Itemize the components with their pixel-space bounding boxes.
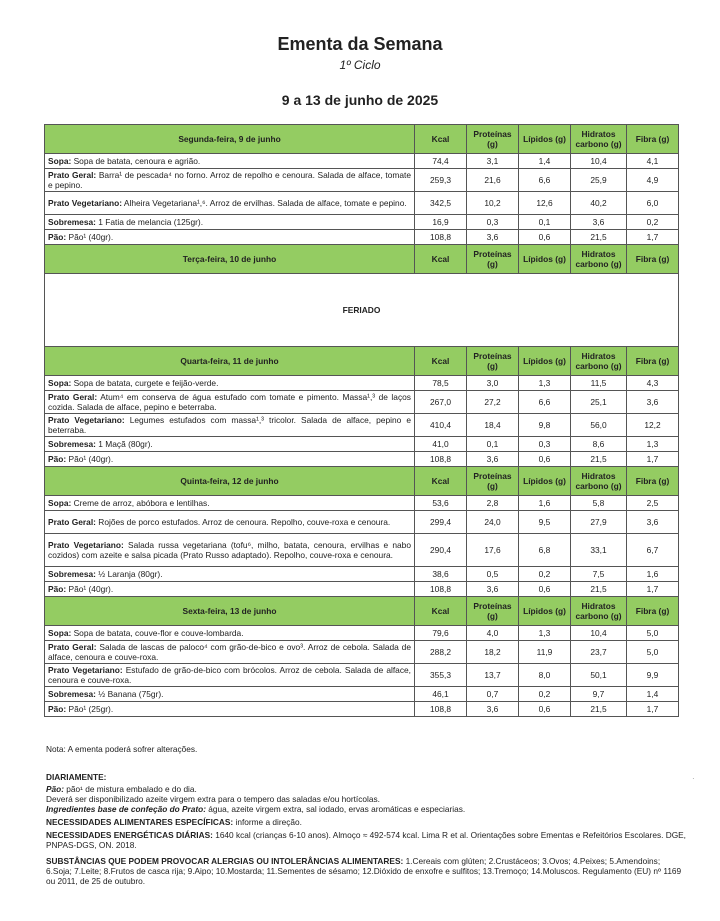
value-fib: 1,7 (627, 582, 679, 597)
value-lip: 0,2 (519, 567, 571, 582)
column-header-kcal: Kcal (415, 245, 467, 274)
dish-text: Salada russa vegetariana (tofu⁶, milho, batata, cenoura, ervilhas e nabo cozidos) com azeite e salsa picada (Prato Russo adaptado). Repolho, couve-roxa e cenoura. (48, 540, 411, 560)
page-subtitle: 1º Ciclo (339, 58, 381, 72)
dish-label: Pão: (48, 454, 67, 464)
dish-label: Prato Geral: (48, 517, 96, 527)
value-prot: 0,1 (467, 437, 519, 452)
value-lip: 1,4 (519, 154, 571, 169)
value-fib: 4,3 (627, 376, 679, 391)
value-hc: 8,6 (571, 437, 627, 452)
column-header-lipidos: Lípidos (g) (519, 467, 571, 496)
necessidades-esp-text: informe a direção. (235, 817, 302, 827)
value-prot: 17,6 (467, 534, 519, 567)
value-lip: 1,6 (519, 496, 571, 511)
value-fib: 3,6 (627, 391, 679, 414)
value-lip: 6,6 (519, 391, 571, 414)
dish-cell (45, 496, 415, 511)
menu-row (45, 702, 679, 717)
value-lip: 0,3 (519, 437, 571, 452)
value-hc: 10,4 (571, 626, 627, 641)
value-fib: 1,7 (627, 230, 679, 245)
ingredientes-text: água, azeite virgem extra, sal iodado, ervas aromáticas e especiarias. (208, 804, 466, 814)
value-kcal: 16,9 (415, 215, 467, 230)
dish-cell (45, 154, 415, 169)
value-kcal: 108,8 (415, 702, 467, 717)
value-hc: 23,7 (571, 641, 627, 664)
value-hc: 25,1 (571, 391, 627, 414)
dish-text: Atum⁴ em conserva de água estufado com tomate e pimento. Massa¹,³ de laços cozida. Salada de alface, pepino e beterraba. (48, 392, 411, 412)
value-lip: 0,2 (519, 687, 571, 702)
menu-row (45, 154, 679, 169)
day-header-row (45, 347, 679, 376)
value-lip: 11,9 (519, 641, 571, 664)
value-fib: 5,0 (627, 626, 679, 641)
dish-cell (45, 169, 415, 192)
value-hc: 33,1 (571, 534, 627, 567)
value-prot: 27,2 (467, 391, 519, 414)
value-fib: 5,0 (627, 641, 679, 664)
value-prot: 18,4 (467, 414, 519, 437)
dish-text: ½ Banana (75gr). (98, 689, 164, 699)
dish-cell (45, 376, 415, 391)
dish-cell (45, 641, 415, 664)
pao-label: Pão: (46, 784, 64, 794)
dish-label: Pão: (48, 704, 67, 714)
alergias-text: 1.Cereais com glúten; 2.Crustáceos; 3.Ovos; 4.Peixes; 5.Amendoins; 6.Soja; 7.Leite; 8.Frutos de casca rija; 9.Aipo; 10.Mostarda; 11.Sementes de sésamo; 12.Dióxido de enxofre e sulfitos; 13.Tremoço; 14.Moluscos. Regulamento (EU) nº 1169 ou 2011, de 25 de outubro. (46, 856, 682, 886)
dish-text: Alheira Vegetariana¹,⁶. Arroz de ervilhas. Salada de alface, tomate e pepino. (123, 198, 407, 208)
value-hc: 5,8 (571, 496, 627, 511)
value-hc: 11,5 (571, 376, 627, 391)
value-lip: 6,8 (519, 534, 571, 567)
value-hc: 21,5 (571, 452, 627, 467)
value-lip: 9,5 (519, 511, 571, 534)
value-hc: 21,5 (571, 230, 627, 245)
value-prot: 3,6 (467, 702, 519, 717)
value-lip: 8,0 (519, 664, 571, 687)
value-kcal: 108,8 (415, 230, 467, 245)
dish-label: Prato Geral: (48, 170, 97, 180)
value-fib: 9,9 (627, 664, 679, 687)
value-prot: 3,1 (467, 154, 519, 169)
value-prot: 3,6 (467, 230, 519, 245)
value-hc: 27,9 (571, 511, 627, 534)
column-header-fibra: Fibra (g) (627, 467, 679, 496)
column-header-fibra: Fibra (g) (627, 125, 679, 154)
day-title: Segunda-feira, 9 de junho (45, 125, 415, 154)
diariamente-title: DIARIAMENTE: (46, 772, 107, 782)
holiday-row (45, 274, 679, 347)
value-kcal: 290,4 (415, 534, 467, 567)
menu-row (45, 567, 679, 582)
value-kcal: 108,8 (415, 452, 467, 467)
value-hc: 3,6 (571, 215, 627, 230)
dish-cell (45, 230, 415, 245)
value-fib: 3,6 (627, 511, 679, 534)
menu-row (45, 169, 679, 192)
alergias (46, 856, 686, 886)
dish-label: Sopa: (48, 378, 72, 388)
column-header-kcal: Kcal (415, 125, 467, 154)
value-lip: 1,3 (519, 626, 571, 641)
menu-row (45, 437, 679, 452)
value-prot: 18,2 (467, 641, 519, 664)
value-hc: 9,7 (571, 687, 627, 702)
value-prot: 10,2 (467, 192, 519, 215)
alergias-label: SUBSTÂNCIAS QUE PODEM PROVOCAR ALERGIAS OU INTOLERÂNCIAS ALIMENTARES: (46, 856, 404, 866)
necessidades-esp-label: NECESSIDADES ALIMENTARES ESPECÍFICAS: (46, 817, 234, 827)
column-header-proteinas: Proteínas (g) (467, 245, 519, 274)
value-hc: 50,1 (571, 664, 627, 687)
menu-row (45, 496, 679, 511)
holiday-label: FERIADO (45, 274, 679, 347)
value-lip: 9,8 (519, 414, 571, 437)
day-title: Sexta-feira, 13 de junho (45, 597, 415, 626)
value-kcal: 46,1 (415, 687, 467, 702)
column-header-lipidos: Lípidos (g) (519, 245, 571, 274)
value-hc: 21,5 (571, 702, 627, 717)
value-lip: 0,1 (519, 215, 571, 230)
pao-line (46, 784, 686, 794)
value-fib: 6,0 (627, 192, 679, 215)
dish-cell (45, 414, 415, 437)
dish-label: Prato Geral: (48, 642, 97, 652)
value-kcal: 299,4 (415, 511, 467, 534)
value-fib: 4,1 (627, 154, 679, 169)
dish-label: Sobremesa: (48, 689, 96, 699)
value-lip: 6,6 (519, 169, 571, 192)
menu-row (45, 626, 679, 641)
value-kcal: 79,6 (415, 626, 467, 641)
value-prot: 24,0 (467, 511, 519, 534)
dish-text: 1 Maçã (80gr). (98, 439, 153, 449)
dish-text: Barra¹ de pescada⁴ no forno. Arroz de repolho e cenoura. Salada de alface, tomate e pepino. (48, 170, 411, 190)
value-fib: 12,2 (627, 414, 679, 437)
day-title: Quarta-feira, 11 de junho (45, 347, 415, 376)
value-kcal: 355,3 (415, 664, 467, 687)
value-hc: 40,2 (571, 192, 627, 215)
footer-section (46, 772, 686, 886)
value-kcal: 342,5 (415, 192, 467, 215)
dish-cell (45, 702, 415, 717)
menu-row (45, 376, 679, 391)
value-fib: 1,6 (627, 567, 679, 582)
dish-text: Rojões de porco estufados. Arroz de cenoura. Repolho, couve-roxa e cenoura. (98, 517, 391, 527)
value-prot: 0,3 (467, 215, 519, 230)
dish-cell (45, 626, 415, 641)
column-header-lipidos: Lípidos (g) (519, 347, 571, 376)
dish-label: Sobremesa: (48, 217, 96, 227)
column-header-proteinas: Proteínas (g) (467, 467, 519, 496)
dish-cell (45, 567, 415, 582)
column-header-hidratos: Hidratos carbono (g) (571, 125, 627, 154)
day-header-row (45, 597, 679, 626)
day-title: Quinta-feira, 12 de junho (45, 467, 415, 496)
column-header-hidratos: Hidratos carbono (g) (571, 467, 627, 496)
column-header-proteinas: Proteínas (g) (467, 125, 519, 154)
necessidades-especificas (46, 817, 686, 827)
value-kcal: 267,0 (415, 391, 467, 414)
value-prot: 13,7 (467, 664, 519, 687)
ingredientes-label: Ingredientes base de confeção do Prato: (46, 804, 206, 814)
dish-text: Sopa de batata, cenoura e agrião. (73, 156, 201, 166)
dish-text: Sopa de batata, couve-flor e couve-lombarda. (73, 628, 244, 638)
dish-cell (45, 215, 415, 230)
note: Nota: A ementa poderá sofrer alterações. (46, 744, 198, 754)
value-fib: 1,7 (627, 702, 679, 717)
value-hc: 21,5 (571, 582, 627, 597)
scan-mark: · (692, 774, 695, 783)
value-fib: 6,7 (627, 534, 679, 567)
value-prot: 0,5 (467, 567, 519, 582)
dish-cell (45, 534, 415, 567)
column-header-fibra: Fibra (g) (627, 245, 679, 274)
menu-row (45, 641, 679, 664)
dish-label: Pão: (48, 232, 67, 242)
value-fib: 0,2 (627, 215, 679, 230)
value-lip: 1,3 (519, 376, 571, 391)
column-header-hidratos: Hidratos carbono (g) (571, 597, 627, 626)
value-lip: 0,6 (519, 452, 571, 467)
dish-cell (45, 452, 415, 467)
page-title: Ementa da Semana (277, 34, 443, 54)
dish-cell (45, 664, 415, 687)
dish-label: Prato Geral: (48, 392, 98, 402)
day-header-row (45, 467, 679, 496)
dish-label: Sopa: (48, 628, 72, 638)
date-range: 9 a 13 de junho de 2025 (281, 92, 439, 108)
menu-row (45, 215, 679, 230)
value-kcal: 74,4 (415, 154, 467, 169)
dish-label: Prato Vegetariano: (48, 665, 123, 675)
menu-row (45, 230, 679, 245)
value-hc: 56,0 (571, 414, 627, 437)
value-prot: 3,0 (467, 376, 519, 391)
value-fib: 2,5 (627, 496, 679, 511)
dish-text: Pão¹ (40gr). (68, 454, 114, 464)
column-header-hidratos: Hidratos carbono (g) (571, 245, 627, 274)
azeite-line: Deverá ser disponibilizado azeite virgem extra para o tempero das saladas e/ou hortícolas. (46, 794, 380, 804)
value-kcal: 78,5 (415, 376, 467, 391)
value-lip: 0,6 (519, 582, 571, 597)
dish-text: Salada de lascas de paloco⁴ com grão-de-bico e ovo³. Arroz de cebola. Salada de alface, cenoura e couve-roxa. (48, 642, 411, 662)
necessidades-energeticas (46, 830, 686, 850)
menu-row (45, 414, 679, 437)
column-header-fibra: Fibra (g) (627, 597, 679, 626)
menu-row (45, 452, 679, 467)
value-prot: 0,7 (467, 687, 519, 702)
dish-text: Estufado de grão-de-bico com brócolos. Arroz de cebola. Salada de alface, cenoura e couve-roxa. (48, 665, 411, 685)
menu-row (45, 192, 679, 215)
dish-cell (45, 192, 415, 215)
dish-cell (45, 437, 415, 452)
menu-row (45, 687, 679, 702)
column-header-proteinas: Proteínas (g) (467, 347, 519, 376)
column-header-kcal: Kcal (415, 597, 467, 626)
value-prot: 4,0 (467, 626, 519, 641)
column-header-kcal: Kcal (415, 347, 467, 376)
value-lip: 0,6 (519, 702, 571, 717)
menu-table (44, 124, 679, 717)
value-kcal: 38,6 (415, 567, 467, 582)
menu-row (45, 511, 679, 534)
column-header-fibra: Fibra (g) (627, 347, 679, 376)
value-lip: 0,6 (519, 230, 571, 245)
dish-cell (45, 511, 415, 534)
value-prot: 3,6 (467, 452, 519, 467)
dish-text: 1 Fatia de melancia (125gr). (98, 217, 204, 227)
necessidades-ene-label: NECESSIDADES ENERGÉTICAS DIÁRIAS: (46, 830, 213, 840)
dish-text: Legumes estufados com massa¹,³ tricolor. Salada de alface, pepino e beterraba. (48, 415, 411, 435)
value-prot: 21,6 (467, 169, 519, 192)
value-prot: 3,6 (467, 582, 519, 597)
day-header-row (45, 245, 679, 274)
value-fib: 1,7 (627, 452, 679, 467)
dish-text: Pão¹ (40gr). (68, 232, 114, 242)
pao-text: pão¹ de mistura embalado e do dia. (66, 784, 197, 794)
column-header-hidratos: Hidratos carbono (g) (571, 347, 627, 376)
dish-label: Sobremesa: (48, 569, 96, 579)
value-kcal: 53,6 (415, 496, 467, 511)
value-prot: 2,8 (467, 496, 519, 511)
dish-text: ½ Laranja (80gr). (98, 569, 163, 579)
dish-text: Pão¹ (40gr). (68, 584, 114, 594)
value-hc: 25,9 (571, 169, 627, 192)
dish-label: Prato Vegetariano: (48, 198, 123, 208)
menu-row (45, 391, 679, 414)
menu-row (45, 664, 679, 687)
column-header-proteinas: Proteínas (g) (467, 597, 519, 626)
necessidades-ene-text: 1640 kcal (crianças 6-10 anos). Almoço ≈ 492-574 kcal. Lima R et al. Orientações sobre Ementas e Refeitórios Escolares. DGE, PNPAS-DGS, ON. 2018. (46, 830, 686, 850)
dish-label: Prato Vegetariano: (48, 415, 125, 425)
value-fib: 1,3 (627, 437, 679, 452)
value-kcal: 108,8 (415, 582, 467, 597)
dish-label: Prato Vegetariano: (48, 540, 124, 550)
dish-cell (45, 687, 415, 702)
dish-label: Sopa: (48, 498, 72, 508)
day-header-row (45, 125, 679, 154)
ingredientes-line (46, 804, 686, 814)
menu-row (45, 582, 679, 597)
dish-label: Pão: (48, 584, 67, 594)
value-fib: 1,4 (627, 687, 679, 702)
column-header-lipidos: Lípidos (g) (519, 125, 571, 154)
value-kcal: 41,0 (415, 437, 467, 452)
day-title: Terça-feira, 10 de junho (45, 245, 415, 274)
value-kcal: 259,3 (415, 169, 467, 192)
dish-text: Sopa de batata, curgete e feijão-verde. (73, 378, 219, 388)
value-kcal: 410,4 (415, 414, 467, 437)
dish-text: Creme de arroz, abóbora e lentilhas. (73, 498, 210, 508)
value-fib: 4,9 (627, 169, 679, 192)
dish-cell (45, 582, 415, 597)
dish-cell (45, 391, 415, 414)
column-header-lipidos: Lípidos (g) (519, 597, 571, 626)
dish-label: Sobremesa: (48, 439, 96, 449)
column-header-kcal: Kcal (415, 467, 467, 496)
value-lip: 12,6 (519, 192, 571, 215)
dish-text: Pão¹ (25gr). (68, 704, 114, 714)
menu-row (45, 534, 679, 567)
value-hc: 10,4 (571, 154, 627, 169)
dish-label: Sopa: (48, 156, 72, 166)
value-kcal: 288,2 (415, 641, 467, 664)
value-hc: 7,5 (571, 567, 627, 582)
